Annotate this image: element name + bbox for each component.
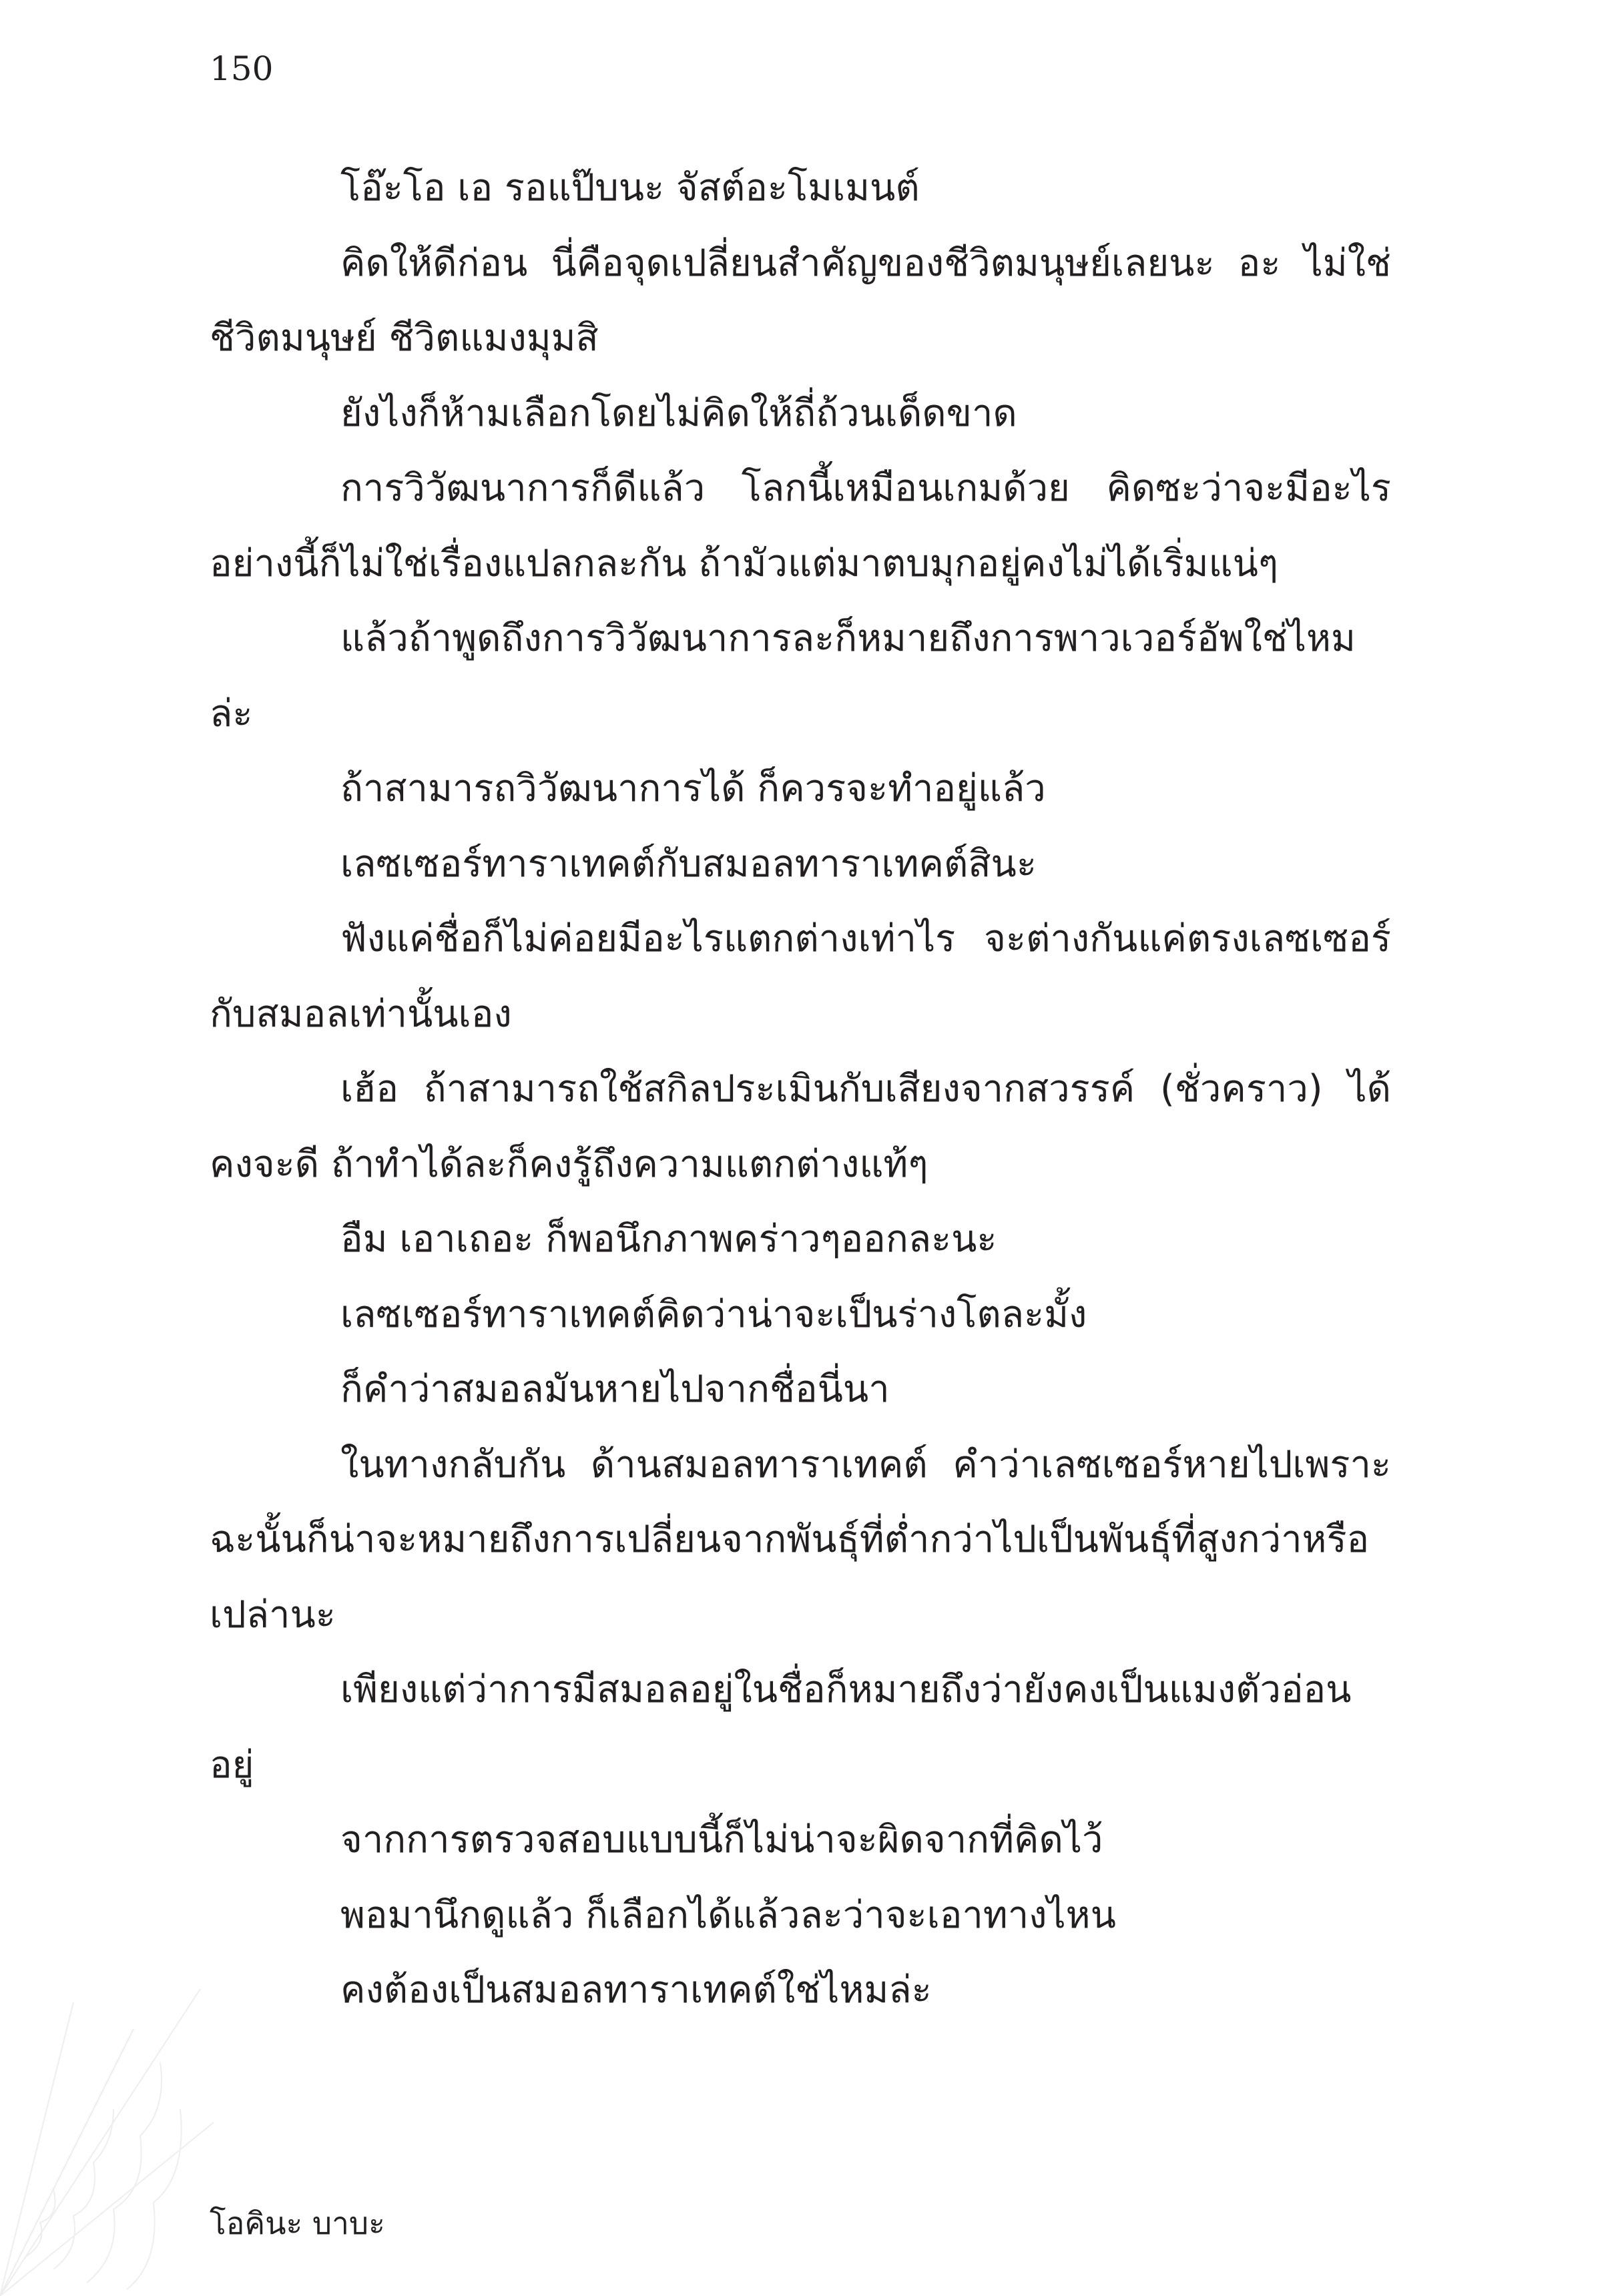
paragraph: เฮ้อ ถ้าสามารถใช้สกิลประเมินกับเสียงจากสวรรค์ (ชั่วคราว) ได้คงจะดี ถ้าทำได้ละก็คงรู้ถึงความแตกต่างแท้ๆ — [210, 1067, 1391, 1186]
paragraph: ถ้าสามารถวิวัฒนาการได้ ก็ควรจะทำอยู่แล้ว — [340, 767, 1046, 810]
paragraph: ฟังแค่ชื่อก็ไม่ค่อยมีอะไรแตกต่างเท่าไร จะต่างกันแค่ตรงเลซเซอร์กับสมอลเท่านั้นเอง — [210, 917, 1391, 1036]
paragraph: การวิวัฒนาการก็ดีแล้ว โลกนี้เหมือนเกมด้วย คิดซะว่าจะมีอะไรอย่างนี้ก็ไม่ใช่เรื่องแปลกละกัน ถ้ามัวแต่มาตบมุกอยู่คงไม่ได้เริ่มแน่ๆ — [210, 467, 1391, 585]
paragraph: ก็คำว่าสมอลมันหายไปจากชื่อนี่นา — [340, 1368, 890, 1411]
spider-web-decoration — [0, 1989, 214, 2296]
paragraph: โอ๊ะโอ เอ รอแป๊บนะ จัสต์อะโมเมนต์ — [340, 166, 920, 210]
paragraph: พอมานึกดูแล้ว ก็เลือกได้แล้วละว่าจะเอาทางไหน — [340, 1893, 1116, 1937]
paragraph: เลซเซอร์ทาราเทคต์คิดว่าน่าจะเป็นร่างโตละมั้ง — [340, 1292, 1087, 1336]
paragraph: เลซเซอร์ทาราเทคต์กับสมอลทาราเทคต์สินะ — [340, 842, 1037, 886]
paragraph: คิดให้ดีก่อน นี่คือจุดเปลี่ยนสำคัญของชีวิตมนุษย์เลยนะ อะ ไม่ใช่ชีวิตมนุษย์ ชีวิตแมงมุมสิ — [210, 241, 1391, 360]
paragraph: อืม เอาเถอะ ก็พอนึกภาพคร่าวๆออกละนะ — [340, 1217, 997, 1261]
page-number: 150 — [210, 49, 274, 88]
paragraph: จากการตรวจสอบแบบนี้ก็ไม่น่าจะผิดจากที่คิดไว้ — [340, 1818, 1103, 1861]
paragraph: ในทางกลับกัน ด้านสมอลทาราเทคต์ คำว่าเลซเซอร์หายไปเพราะฉะนั้นก็น่าจะหมายถึงการเปลี่ยนจากพันธุ์ที่ต่ำกว่าไปเป็นพันธุ์ที่สูงกว่าหรือเปล่านะ — [210, 1442, 1391, 1637]
paragraph: ยังไงก็ห้ามเลือกโดยไม่คิดให้ถี่ถ้วนเด็ดขาด — [340, 391, 1017, 435]
paragraph: เพียงแต่ว่าการมีสมอลอยู่ในชื่อก็หมายถึงว่ายังคงเป็นแมงตัวอ่อนอยู่ — [210, 1668, 1352, 1787]
paragraph: คงต้องเป็นสมอลทาราเทคต์ใช่ไหมล่ะ — [340, 1968, 932, 2012]
body-text — [210, 151, 1391, 2028]
paragraph: แล้วถ้าพูดถึงการวิวัฒนาการละก็หมายถึงการพาวเวอร์อัพใช่ไหมล่ะ — [210, 617, 1356, 736]
footer-author-name: โอคินะ บาบะ — [210, 2205, 385, 2241]
